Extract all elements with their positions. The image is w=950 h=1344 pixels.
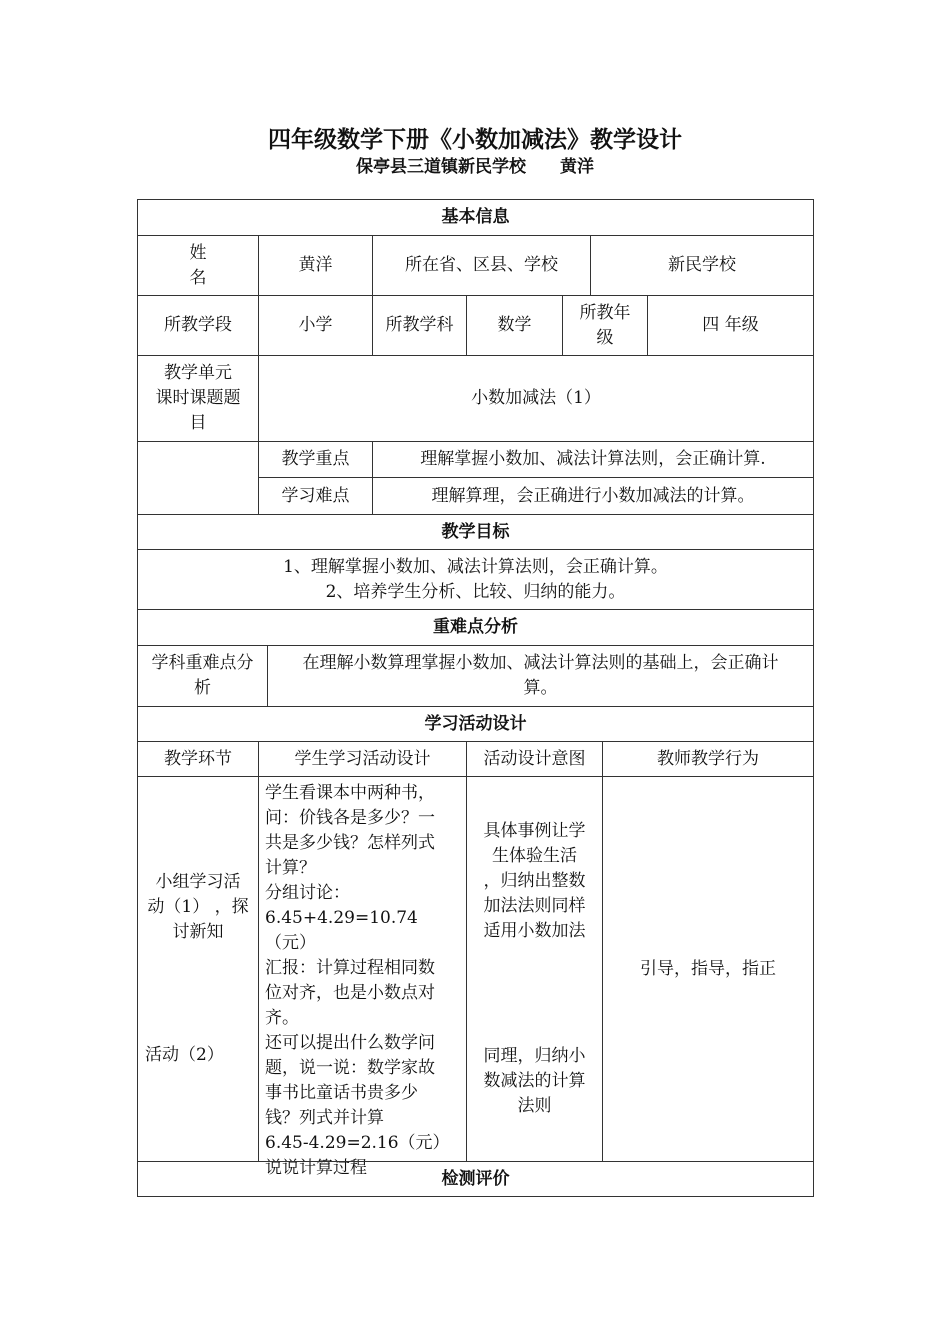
- grade-value: 四 年级: [647, 295, 814, 356]
- student-activity-cell: 学生看课本中两种书， 问：价钱各是多少？一 共是多少钱？怎样列式 计算？ 分组讨论： 6.45+4.29=10.74（元） 汇报：计算过程相同数 位对齐，也是小数点对 齐。 还可以提出什么数学问 题，说一说：数学家故 事书比童话书贵多少 钱？列式并计算 6.45-4.29=2.16（元） 说说计算过程: [258, 776, 467, 1162]
- stage-cell: [137, 776, 259, 1162]
- column-header-student: 学生学习活动设计: [258, 741, 467, 777]
- stage-2-text: 活动（2）: [145, 1045, 224, 1065]
- name-label: 姓 名: [137, 235, 259, 296]
- goals-list: [137, 549, 814, 610]
- empty-cell: [137, 441, 259, 515]
- difficulty-value: 理解算理，会正确进行小数加减法的计算。: [372, 477, 814, 515]
- grade-label: 所教年 级: [562, 295, 648, 356]
- subject-label: 所教学科: [372, 295, 467, 356]
- intent-2-text: 同理，归纳小 数减法的计算 法则: [483, 1046, 586, 1116]
- difficulty-label: 学习难点: [258, 477, 373, 515]
- goal-item: 2、培养学生分析、比较、归纳的能力。: [325, 581, 626, 602]
- unit-value: 小数加减法（1）: [258, 355, 814, 442]
- analysis-header: 重难点分析: [137, 609, 814, 646]
- subject-value: 数学: [466, 295, 563, 356]
- stage-value: 小学: [258, 295, 373, 356]
- author-name: 黄洋: [560, 157, 594, 177]
- analysis-label: 学科重难点分 析: [137, 645, 268, 707]
- location-label: 所在省、区县、学校: [372, 235, 591, 296]
- name-value: 黄洋: [258, 235, 373, 296]
- basic-info-header: 基本信息: [137, 199, 814, 236]
- key-point-value: 理解掌握小数加、减法计算法则，会正确计算.: [372, 441, 814, 478]
- document-title: 四年级数学下册《小数加减法》教学设计: [268, 127, 682, 153]
- intent-1-text: 具体事例让学 生体验生活 ，归纳出整数 加法法则同样 适用小数加法: [483, 821, 586, 941]
- key-point-label: 教学重点: [258, 441, 373, 478]
- document-subtitle: [0, 152, 950, 177]
- location-value: 新民学校: [590, 235, 814, 296]
- column-header-teacher: 教师教学行为: [602, 741, 814, 777]
- analysis-text: 在理解小数算理掌握小数加、减法计算法则的基础上，会正确计 算。: [267, 645, 814, 707]
- activities-header: 学习活动设计: [137, 706, 814, 742]
- goal-item: 1、理解掌握小数加、减法计算法则，会正确计算。: [283, 556, 668, 577]
- evaluation-header: 检测评价: [137, 1161, 814, 1197]
- stage-1-text: 小组学习活 动（1） ，探 讨新知: [147, 872, 249, 942]
- column-header-stage: 教学环节: [137, 741, 259, 777]
- school-name: 保亭县三道镇新民学校: [356, 157, 526, 177]
- teacher-behavior-cell: 引导，指导，指正: [602, 776, 814, 1162]
- stage-label: 所教学段: [137, 295, 259, 356]
- intent-cell: [466, 776, 603, 1162]
- unit-label: 教学单元 课时课题题 目: [137, 355, 259, 442]
- goals-header: 教学目标: [137, 514, 814, 550]
- column-header-intent: 活动设计意图: [466, 741, 603, 777]
